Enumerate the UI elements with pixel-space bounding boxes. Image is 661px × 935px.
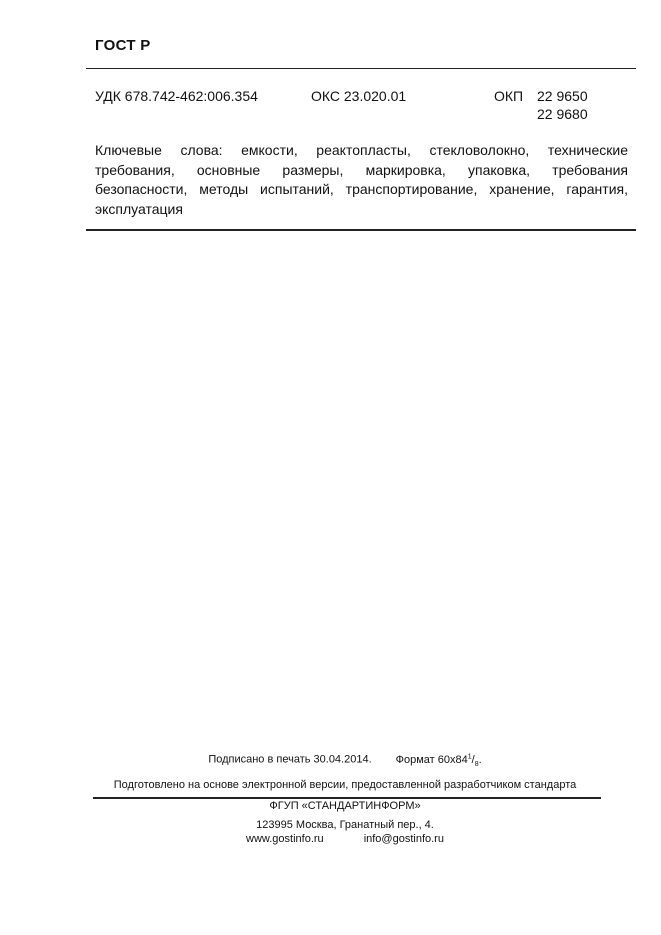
email-link[interactable]: info@gostinfo.ru (363, 833, 444, 845)
print-info-line (90, 750, 600, 772)
oks-code: ОКС 23.020.01 (311, 88, 407, 104)
okp-code-2: 22 9680 (537, 106, 588, 122)
format-denominator: 8 (474, 760, 479, 768)
format-label: Формат 60x84 (395, 753, 468, 766)
publisher-name: ФГУП «СТАНДАРТИНФОРМ» (269, 800, 421, 812)
keywords-divider (86, 229, 636, 231)
format-numerator: 1 (467, 753, 472, 760)
document-title: ГОСТ Р (95, 37, 151, 54)
paper-format: Формат $60x84^1/_8$. (395, 753, 482, 768)
okp-label: ОКП (494, 88, 524, 104)
prepared-note: Подготовлено на основе электронной версии, предоставленной разработчиком стандарта (113, 779, 577, 791)
keywords-paragraph: Ключевые слова: емкости, реактопласты, стекловолокно, технические требования, основные размеры, маркировка, упаковка, требования безопасности, методы испытаний, транспортирование, хранение, гарантия, эксплуатация (95, 142, 628, 217)
format-end: . (478, 753, 482, 766)
udk-code: УДК 678.742-462:006.354 (95, 88, 258, 104)
website-link[interactable]: www.gostinfo.ru (246, 833, 324, 845)
signed-date: Подписано в печать 30.04.2014. (208, 753, 372, 766)
publisher-contacts (90, 832, 600, 846)
okp-codes (537, 87, 588, 123)
okp-code-1: 22 9650 (537, 88, 588, 104)
header-divider (86, 68, 636, 69)
publisher-address: 123995 Москва, Гранатный пер., 4. (256, 819, 434, 831)
